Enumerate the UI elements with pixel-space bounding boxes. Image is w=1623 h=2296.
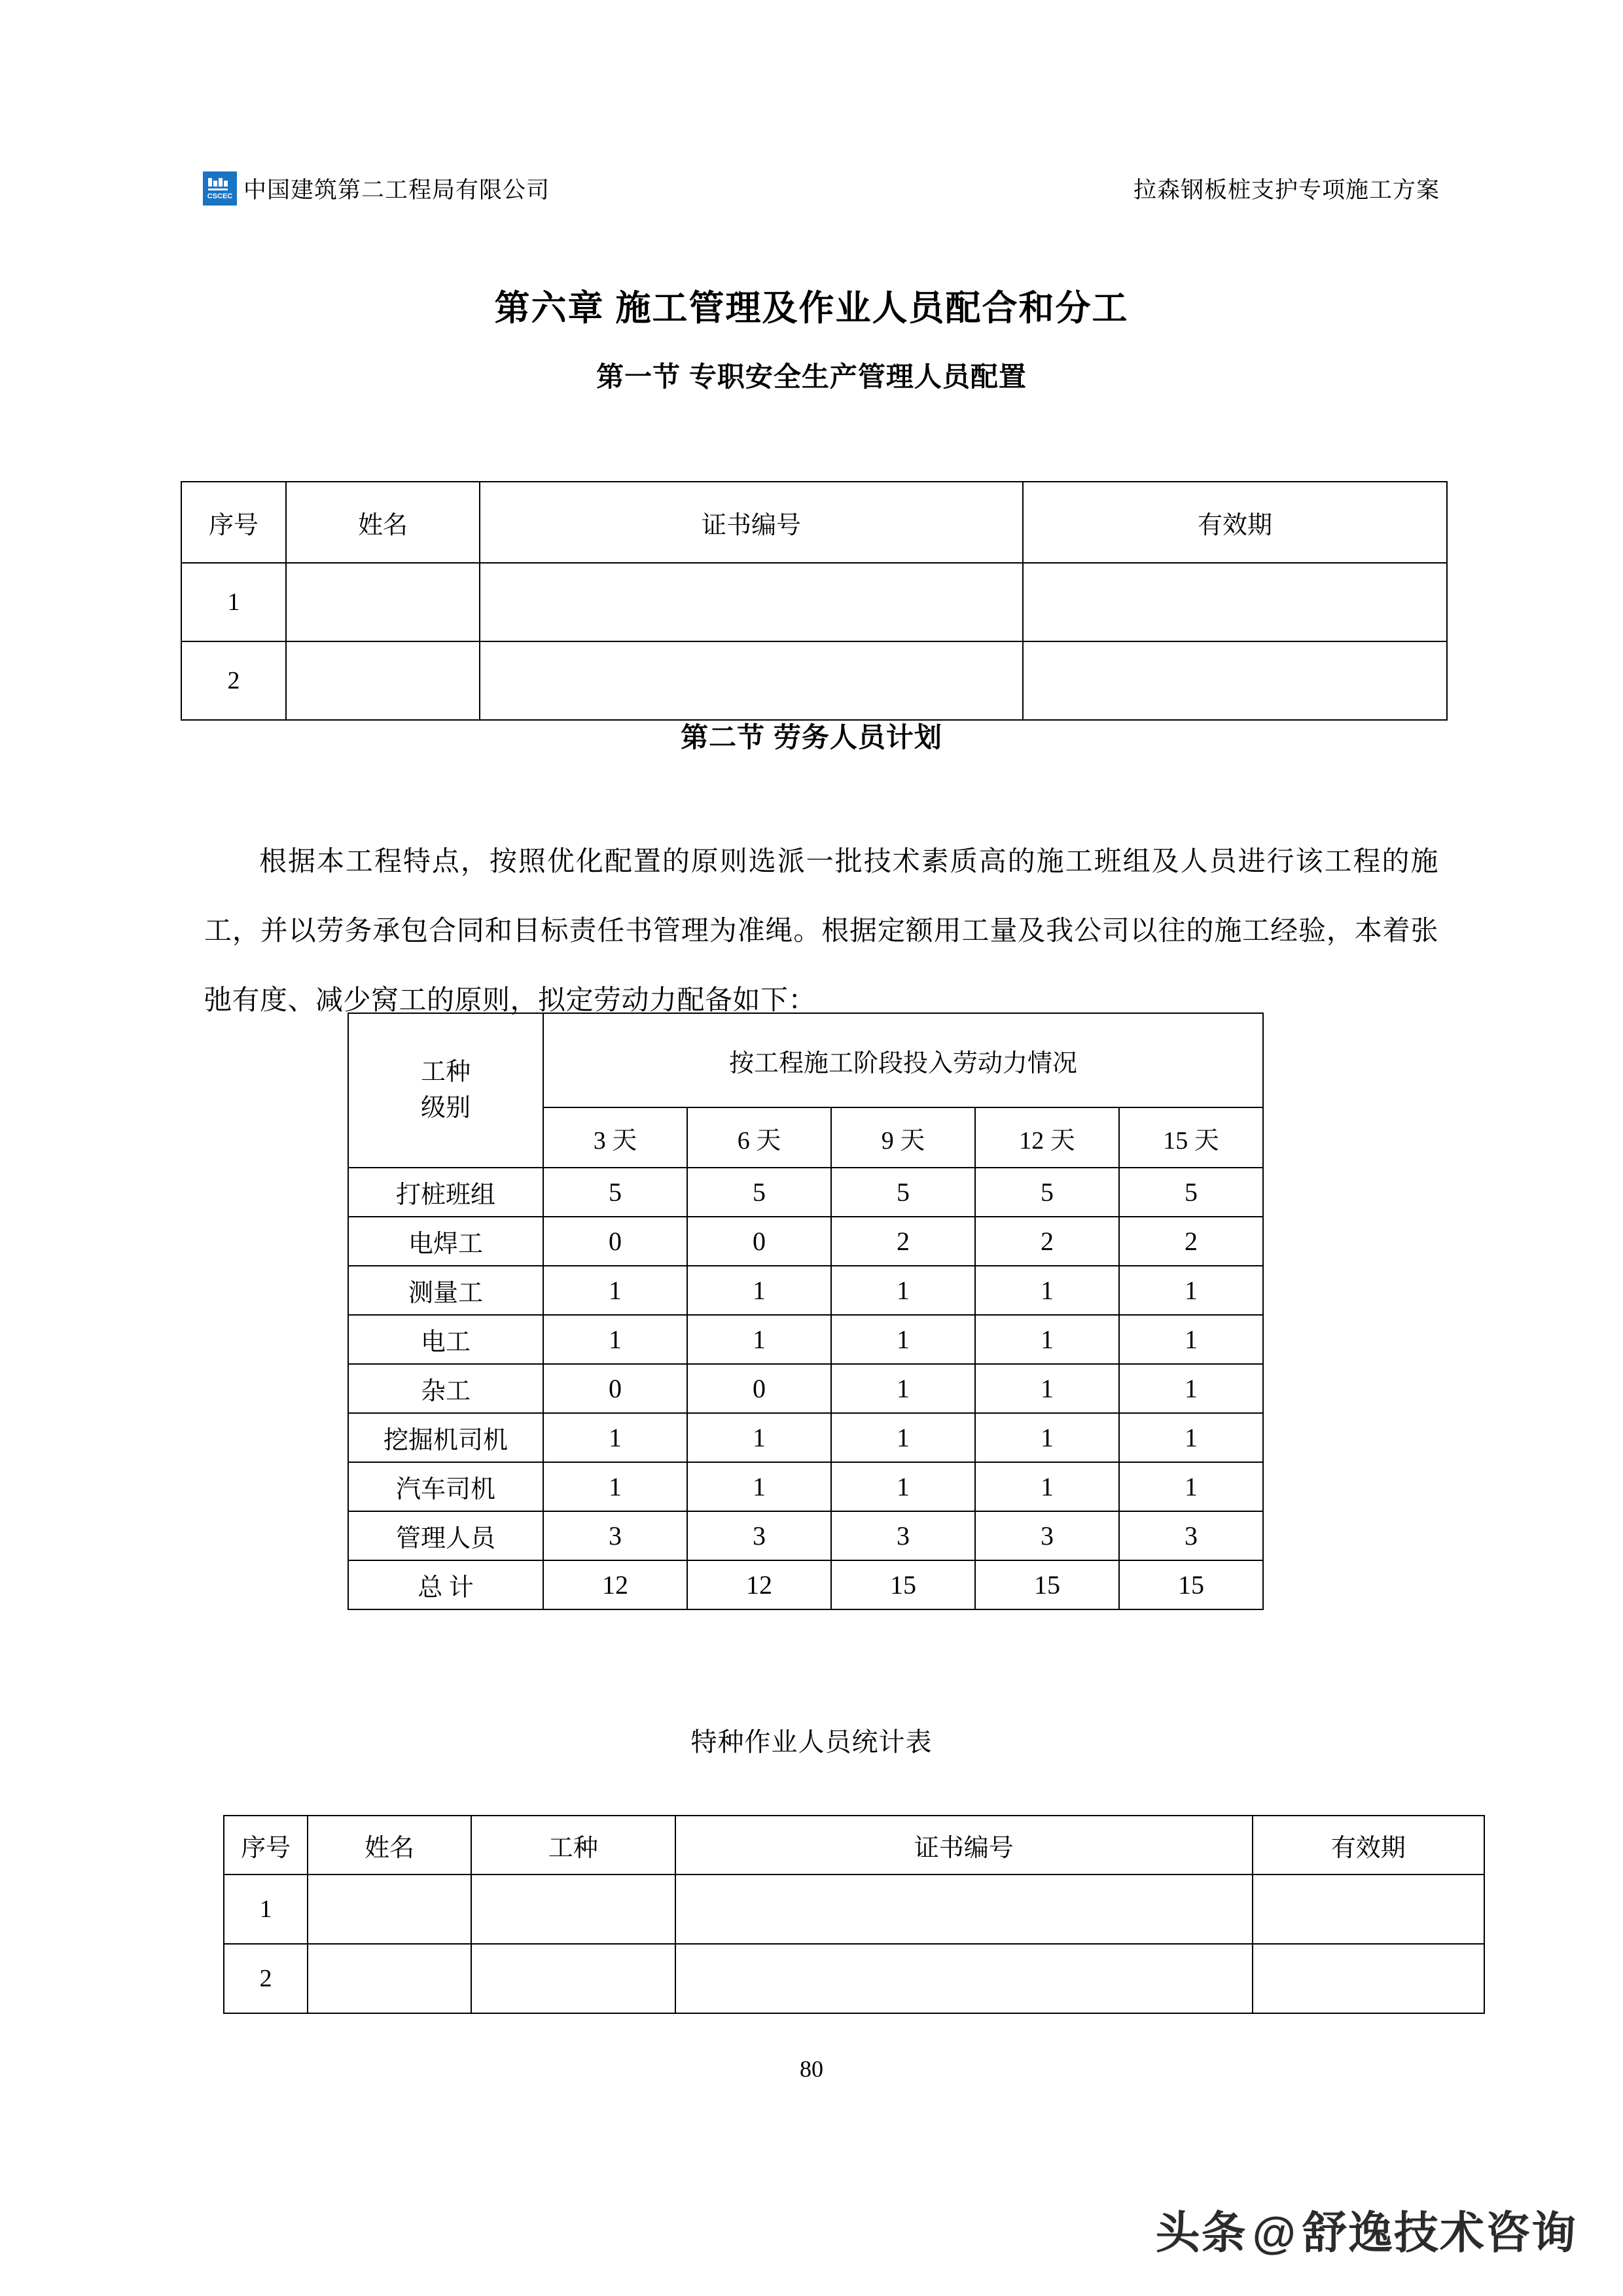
column-header-name: 姓名 [308,1816,471,1874]
cell-value: 3 [975,1511,1119,1560]
table-row [348,1413,1263,1462]
cell-trade: 挖掘机司机 [348,1413,543,1462]
column-header-name: 姓名 [286,482,480,563]
cell-trade[interactable] [471,1874,675,1944]
cell-value: 1 [687,1413,831,1462]
cell-value: 1 [831,1364,975,1413]
table-row [348,1462,1263,1511]
table-row [348,1511,1263,1560]
cell-name[interactable] [286,641,480,720]
cell-total-value: 15 [975,1560,1119,1609]
special-staff-table-caption: 特种作业人员统计表 [690,1727,933,1757]
header-company-name: 中国建筑第二工程局有限公司 [243,177,550,203]
chapter-title: 第六章 施工管理及作业人员配合和分工 [494,289,1129,328]
table-row [181,563,1447,641]
cell-value: 0 [687,1364,831,1413]
corner-header-line1: 工种 [420,1058,471,1086]
cell-value: 1 [831,1413,975,1462]
watermark-at-symbol: @ [1252,2208,1297,2258]
cell-trade[interactable] [471,1944,675,2013]
body-paragraph: 根据本工程特点，按照优化配置的原则选派一批技术素质高的施工班组及人员进行该工程的施工，并以劳务承包合同和目标责任书管理为准绳。根据定额用工量及我公司以往的施工经验，本着张弛有度、减少窝工的原则，拟定劳动力配备如下： [204,847,1438,1016]
stage-header-6d: 6 天 [687,1107,831,1168]
cell-trade: 杂工 [348,1364,543,1413]
stage-header-3d: 3 天 [543,1107,687,1168]
table-row [224,1944,1484,2013]
cell-no: 1 [181,563,286,641]
cell-value: 1 [687,1266,831,1315]
cell-total-value: 12 [687,1560,831,1609]
column-header-validity: 有效期 [1023,482,1447,563]
table-total-row [348,1560,1263,1609]
column-header-cert-no: 证书编号 [675,1816,1253,1874]
watermark-account: 舒逸技术咨询 [1302,2208,1577,2258]
cell-no: 2 [224,1944,308,2013]
column-header-cert-no: 证书编号 [480,482,1023,563]
table-row [348,1217,1263,1266]
cell-cert-no[interactable] [480,563,1023,641]
labor-allocation-table [348,1013,1264,1610]
cell-value: 1 [975,1315,1119,1364]
corner-header-line2: 级别 [420,1094,471,1122]
cell-trade: 管理人员 [348,1511,543,1560]
cell-value: 1 [831,1266,975,1315]
cell-value: 1 [1119,1266,1263,1315]
stage-header-15d: 15 天 [1119,1107,1263,1168]
running-header [203,162,1446,215]
cell-value: 1 [975,1413,1119,1462]
watermark [1156,2198,1577,2261]
cscec-logo-icon [203,171,237,206]
cell-validity[interactable] [1023,641,1447,720]
cell-value: 1 [687,1315,831,1364]
cell-value: 2 [831,1217,975,1266]
corner-header-trade-grade [348,1013,543,1168]
header-document-title: 拉森钢板桩支护专项施工方案 [1133,177,1440,203]
page-number: 80 [800,2056,823,2082]
cell-name[interactable] [308,1944,471,2013]
watermark-platform: 头条 [1155,2208,1247,2258]
cell-value: 1 [975,1364,1119,1413]
cell-total-value: 12 [543,1560,687,1609]
cell-value: 1 [831,1315,975,1364]
table-row [348,1364,1263,1413]
cell-value: 1 [975,1462,1119,1511]
stage-header-12d: 12 天 [975,1107,1119,1168]
table-row [348,1168,1263,1217]
cell-no: 2 [181,641,286,720]
section-title-second: 第二节 劳务人员计划 [681,722,942,753]
cell-value: 1 [543,1266,687,1315]
cell-total-value: 15 [831,1560,975,1609]
cell-value: 2 [1119,1217,1263,1266]
column-header-no: 序号 [224,1816,308,1874]
cell-value: 1 [975,1266,1119,1315]
group-header-stages: 按工程施工阶段投入劳动力情况 [543,1013,1263,1107]
cell-name[interactable] [308,1874,471,1944]
cell-value: 3 [543,1511,687,1560]
cell-value: 3 [687,1511,831,1560]
stage-header-9d: 9 天 [831,1107,975,1168]
cell-value: 1 [1119,1364,1263,1413]
cell-value: 0 [687,1217,831,1266]
cell-validity[interactable] [1023,563,1447,641]
cell-value: 1 [831,1462,975,1511]
cell-value: 5 [831,1168,975,1217]
cell-cert-no[interactable] [675,1944,1253,2013]
cell-value: 3 [1119,1511,1263,1560]
column-header-no: 序号 [181,482,286,563]
cell-trade: 电工 [348,1315,543,1364]
cell-total-value: 15 [1119,1560,1263,1609]
cell-value: 1 [543,1413,687,1462]
special-staff-table [223,1815,1485,2014]
cell-cert-no[interactable] [480,641,1023,720]
cell-total-label: 总 计 [348,1560,543,1609]
cell-value: 1 [543,1462,687,1511]
cell-validity[interactable] [1253,1874,1484,1944]
cell-value: 5 [687,1168,831,1217]
section-title-first: 第一节 专职安全生产管理人员配置 [596,361,1027,392]
column-header-validity: 有效期 [1253,1816,1484,1874]
cell-value: 1 [543,1315,687,1364]
cell-value: 1 [1119,1315,1263,1364]
header-left-group [203,171,550,206]
cell-name[interactable] [286,563,480,641]
safety-staff-table [181,481,1448,721]
cell-value: 2 [975,1217,1119,1266]
cell-value: 5 [975,1168,1119,1217]
cell-cert-no[interactable] [675,1874,1253,1944]
table-header-row [181,482,1447,563]
cell-value: 1 [1119,1462,1263,1511]
table-row [181,641,1447,720]
cell-value: 5 [1119,1168,1263,1217]
cell-validity[interactable] [1253,1944,1484,2013]
table-row [224,1874,1484,1944]
table-header-row [224,1816,1484,1874]
cell-trade: 测量工 [348,1266,543,1315]
table-row [348,1266,1263,1315]
cell-trade: 打桩班组 [348,1168,543,1217]
svg-text:CSCEC: CSCEC [207,192,233,200]
cell-value: 0 [543,1217,687,1266]
table-row [348,1315,1263,1364]
cell-value: 1 [687,1462,831,1511]
cell-trade: 电焊工 [348,1217,543,1266]
cell-value: 1 [1119,1413,1263,1462]
column-header-trade: 工种 [471,1816,675,1874]
cell-value: 3 [831,1511,975,1560]
labor-table-group-header-row [348,1013,1263,1107]
cell-trade: 汽车司机 [348,1462,543,1511]
cell-value: 0 [543,1364,687,1413]
cell-value: 5 [543,1168,687,1217]
cell-no: 1 [224,1874,308,1944]
